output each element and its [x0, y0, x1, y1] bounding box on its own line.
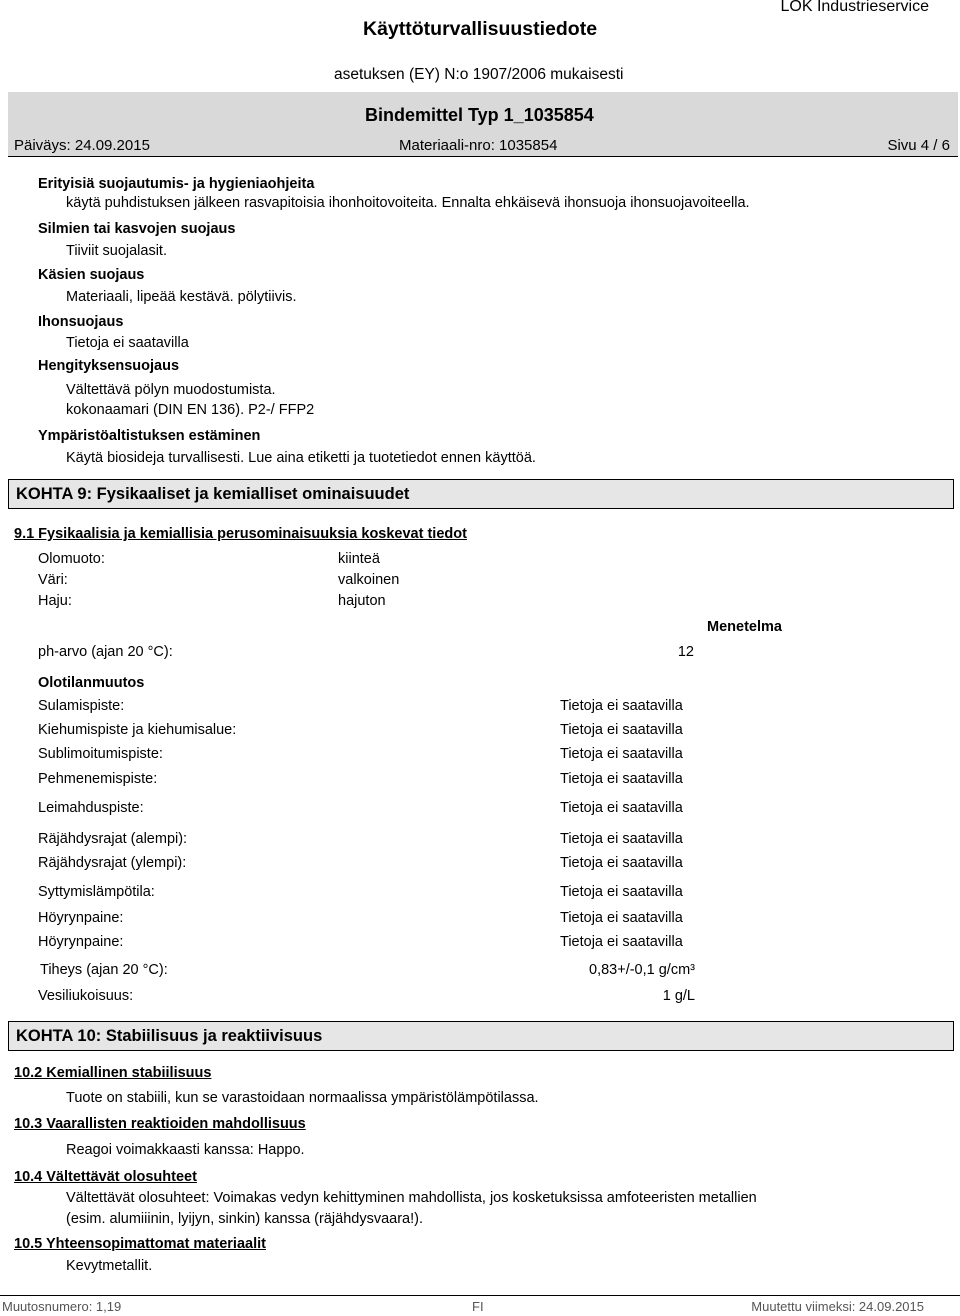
conditions-text-1: Vältettävät olosuhteet: Voimakas vedyn kehittyminen mahdollista, jos kosketuksissa amfoteeristen metallien — [66, 1190, 757, 1206]
company-name: LOK Industrieservice — [780, 0, 929, 15]
property-value: Tietoja ei saatavilla — [560, 910, 683, 926]
stability-text: Tuote on stabiili, kun se varastoidaan normaalissa ympäristölämpötilassa. — [66, 1090, 539, 1106]
property-label: Sulamispiste: — [38, 698, 125, 714]
skin-protection-text: Tietoja ei saatavilla — [66, 335, 189, 351]
property-label: Pehmenemispiste: — [38, 771, 158, 787]
language-code: FI — [472, 1299, 484, 1314]
page-number: Sivu 4 / 6 — [887, 137, 950, 154]
property-label: Leimahduspiste: — [38, 800, 144, 816]
ph-value: 12 — [677, 644, 694, 660]
respiratory-text-2: kokonaamari (DIN EN 136). P2-/ FFP2 — [66, 402, 315, 418]
property-label: Olomuoto: — [38, 551, 105, 567]
property-value: Tietoja ei saatavilla — [560, 800, 683, 816]
eye-protection-heading: Silmien tai kasvojen suojaus — [38, 221, 236, 237]
eye-protection-text: Tiiviit suojalasit. — [66, 243, 167, 259]
property-label: Kiehumispiste ja kiehumisalue: — [38, 722, 237, 738]
property-value: valkoinen — [338, 572, 400, 588]
property-value: Tietoja ei saatavilla — [560, 746, 683, 762]
environment-text: Käytä biosideja turvallisesti. Lue aina etiketti ja tuotetiedot ennen käyttöä. — [66, 450, 536, 466]
property-value: Tietoja ei saatavilla — [560, 831, 683, 847]
property-label: Räjähdysrajat (alempi): — [38, 831, 188, 847]
ph-label: ph-arvo (ajan 20 °C): — [38, 644, 173, 660]
solubility-value: 1 g/L — [662, 988, 695, 1004]
skin-protection-heading: Ihonsuojaus — [38, 314, 124, 330]
property-value: Tietoja ei saatavilla — [560, 722, 683, 738]
hand-protection-text: Materiaali, lipeää kestävä. pölytiivis. — [66, 289, 297, 305]
last-modified: Muutettu viimeksi: 24.09.2015 — [751, 1299, 924, 1314]
product-name: Bindemittel Typ 1_1035854 — [365, 105, 594, 125]
document-title: Käyttöturvallisuustiedote — [363, 18, 598, 40]
footer-divider — [0, 1295, 960, 1296]
reactions-text: Reagoi voimakkaasti kanssa: Happo. — [66, 1142, 305, 1158]
property-value: Tietoja ei saatavilla — [560, 855, 683, 871]
property-value: Tietoja ei saatavilla — [560, 884, 683, 900]
section-9-1-heading: 9.1 Fysikaalisia ja kemiallisia perusominaisuuksia koskevat tiedot — [14, 526, 467, 542]
section-9-title: KOHTA 9: Fysikaaliset ja kemialliset ominaisuudet — [8, 479, 954, 509]
property-value: Tietoja ei saatavilla — [560, 934, 683, 950]
property-label: Sublimoitumispiste: — [38, 746, 163, 762]
regulation-text: asetuksen (EY) N:o 1907/2006 mukaisesti — [334, 66, 624, 83]
respiratory-text-1: Vältettävä pölyn muodostumista. — [66, 382, 276, 398]
phase-change-heading: Olotilanmuutos — [38, 675, 145, 691]
property-label: Räjähdysrajat (ylempi): — [38, 855, 187, 871]
hygiene-heading: Erityisiä suojautumis- ja hygieniaohjeita — [38, 176, 315, 192]
conditions-text-2: (esim. alumiiinin, lyijyn, sinkin) kanssa (räjähdysvaara!). — [66, 1211, 423, 1227]
property-value: Tietoja ei saatavilla — [560, 698, 683, 714]
property-label: Höyrynpaine: — [38, 934, 124, 950]
incompatible-text: Kevytmetallit. — [66, 1258, 153, 1274]
property-value: kiinteä — [338, 551, 380, 567]
density-label: Tiheys (ajan 20 °C): — [40, 962, 168, 978]
date-label: Päiväys: 24.09.2015 — [14, 137, 150, 154]
section-10-4-heading: 10.4 Vältettävät olosuhteet — [14, 1169, 197, 1185]
method-column-header: Menetelma — [707, 619, 782, 635]
section-10-5-heading: 10.5 Yhteensopimattomat materiaalit — [14, 1236, 266, 1252]
property-label: Väri: — [38, 572, 68, 588]
property-label: Haju: — [38, 593, 72, 609]
hygiene-text: käytä puhdistuksen jälkeen rasvapitoisia ihonhoitovoiteita. Ennalta ehkäisevä ihonsuoja ihonsuojavoiteella. — [66, 195, 750, 211]
property-label: Höyrynpaine: — [38, 910, 124, 926]
property-value: Tietoja ei saatavilla — [560, 771, 683, 787]
density-value: 0,83+/-0,1 g/cm³ — [589, 962, 695, 978]
property-value: hajuton — [338, 593, 386, 609]
revision-number: Muutosnumero: 1,19 — [2, 1299, 122, 1314]
section-10-2-heading: 10.2 Kemiallinen stabiilisuus — [14, 1065, 212, 1081]
section-10-3-heading: 10.3 Vaarallisten reaktioiden mahdollisuus — [14, 1116, 306, 1132]
respiratory-heading: Hengityksensuojaus — [38, 358, 180, 374]
environment-heading: Ympäristöaltistuksen estäminen — [38, 428, 261, 444]
hand-protection-heading: Käsien suojaus — [38, 267, 145, 283]
material-number: Materiaali-nro: 1035854 — [399, 137, 558, 154]
section-10-title: KOHTA 10: Stabiilisuus ja reaktiivisuus — [8, 1021, 954, 1051]
solubility-label: Vesiliukoisuus: — [38, 988, 134, 1004]
property-label: Syttymislämpötila: — [38, 884, 155, 900]
